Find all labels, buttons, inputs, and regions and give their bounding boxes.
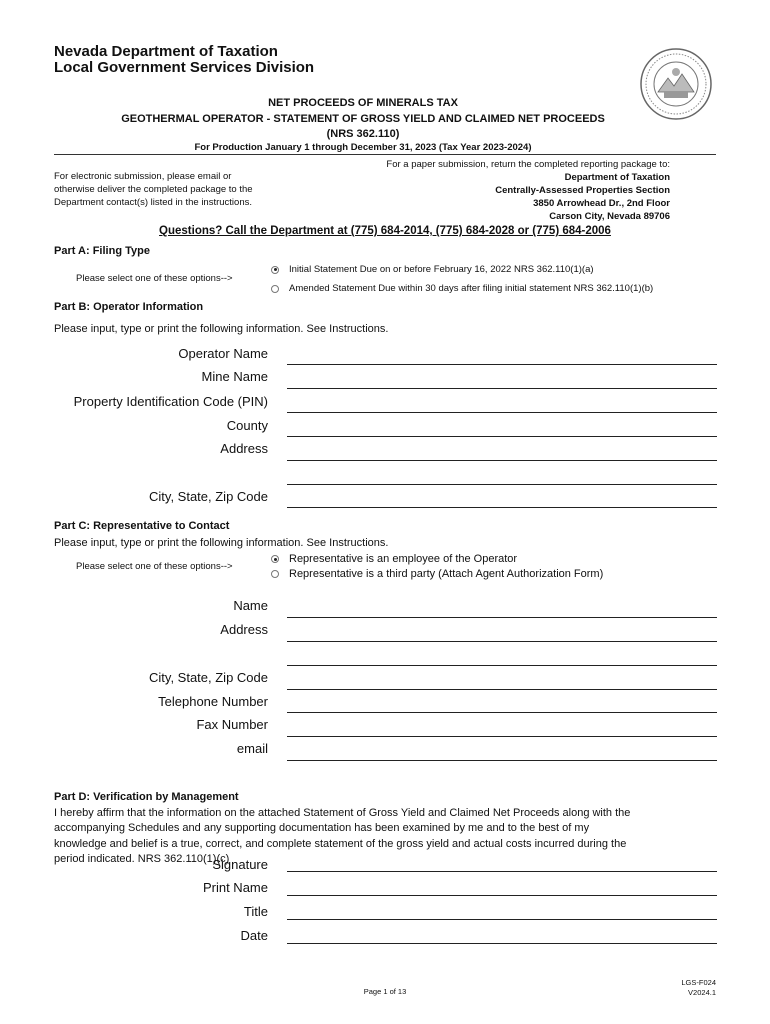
part-a-prompt: Please select one of these options-->	[76, 273, 233, 284]
state-seal-icon	[640, 48, 712, 120]
signature-label: Signature	[212, 857, 268, 872]
operator-name-field[interactable]	[287, 364, 717, 365]
paper-line-1: Department of Taxation	[564, 172, 670, 183]
filing-type-amended-option[interactable]	[271, 283, 653, 294]
rep-city-state-zip-field[interactable]	[287, 689, 717, 690]
address-field-2[interactable]	[287, 484, 717, 485]
email-label: email	[236, 741, 268, 756]
form-code	[681, 978, 716, 998]
form-subtitle: For Production January 1 through December 31, 2023 (Tax Year 2023-2024)	[194, 142, 532, 153]
radio-amended[interactable]	[271, 285, 279, 293]
rep-name-label: Name	[233, 598, 268, 613]
form-version: V2024.1	[688, 988, 716, 997]
county-label: County	[226, 418, 268, 433]
agency-line-2: Local Government Services Division	[54, 59, 315, 76]
page-number: Page 1 of 13	[363, 987, 407, 996]
agency-name	[54, 44, 314, 76]
email-field[interactable]	[287, 760, 717, 761]
address-field-1[interactable]	[287, 460, 717, 461]
telephone-label: Telephone Number	[158, 694, 268, 709]
rep-address-field-1[interactable]	[287, 641, 717, 642]
form-code-id: LGS-F024	[681, 978, 716, 987]
date-label: Date	[240, 928, 268, 943]
fax-label: Fax Number	[196, 717, 268, 732]
date-field[interactable]	[287, 943, 717, 944]
form-title-3: (NRS 362.110)	[326, 128, 400, 140]
rep-employee-option[interactable]	[271, 553, 517, 565]
electronic-submission-note	[54, 170, 253, 209]
rep-third-party-label: Representative is a third party (Attach Agent Authorization Form)	[289, 568, 604, 580]
city-state-zip-field[interactable]	[287, 507, 717, 508]
verification-section	[54, 790, 694, 868]
part-d-heading: Part D: Verification by Management	[54, 791, 239, 803]
filing-type-amended-label: Amended Statement Due within 30 days after filing initial statement NRS 362.110(1)(b)	[289, 283, 654, 294]
verification-line-4: period indicated. NRS 362.110(1)(c)	[54, 853, 230, 865]
paper-line-3: 3850 Arrowhead Dr., 2nd Floor	[533, 198, 670, 209]
paper-line-4: Carson City, Nevada 89706	[549, 211, 670, 222]
agency-line-1: Nevada Department of Taxation	[54, 43, 278, 60]
filing-type-initial-label: Initial Statement Due on or before February 16, 2022 NRS 362.110(1)(a)	[289, 264, 594, 275]
part-b-intro: Please input, type or print the following information. See Instructions.	[54, 323, 389, 335]
rep-address-field-2[interactable]	[287, 665, 717, 666]
mine-name-label: Mine Name	[201, 369, 268, 384]
city-state-zip-label: City, State, Zip Code	[149, 489, 268, 504]
paper-intro: For a paper submission, return the completed reporting package to:	[386, 159, 670, 170]
rep-city-state-zip-label: City, State, Zip Code	[149, 670, 268, 685]
part-c-prompt: Please select one of these options-->	[76, 561, 233, 572]
filing-type-initial-option[interactable]	[271, 264, 594, 275]
verification-line-2: accompanying Schedules and any supporting documentation has been examined by me and to the best of my	[54, 822, 590, 834]
part-a-heading: Part A: Filing Type	[54, 245, 150, 257]
radio-third-party[interactable]	[271, 570, 279, 578]
electronic-line-1: For electronic submission, please email or	[54, 171, 232, 182]
county-field[interactable]	[287, 436, 717, 437]
address-label: Address	[220, 441, 268, 456]
pin-label: Property Identification Code (PIN)	[73, 394, 268, 409]
part-b-heading: Part B: Operator Information	[54, 301, 204, 313]
rep-employee-label: Representative is an employee of the Operator	[289, 553, 518, 565]
form-title-2: GEOTHERMAL OPERATOR - STATEMENT OF GROSS YIELD AND CLAIMED NET PROCEEDS	[121, 113, 605, 125]
rep-third-party-option[interactable]	[271, 568, 603, 580]
operator-name-label: Operator Name	[178, 346, 268, 361]
verification-line-3: knowledge and belief is a true, correct, and complete statement of the gross yield and actual costs incurred during the	[54, 837, 627, 850]
part-c-intro: Please input, type or print the following information. See Instructions.	[54, 537, 389, 549]
fax-field[interactable]	[287, 736, 717, 737]
rep-address-label: Address	[220, 622, 268, 637]
telephone-field[interactable]	[287, 712, 717, 713]
electronic-line-2: otherwise deliver the completed package to the	[54, 184, 253, 195]
electronic-line-3: Department contact(s) listed in the instructions.	[54, 197, 253, 208]
signature-field[interactable]	[287, 871, 717, 872]
radio-employee[interactable]	[271, 555, 279, 563]
questions-contact: Questions? Call the Department at (775) 684-2014, (775) 684-2028 or (775) 684-2006	[159, 225, 611, 237]
print-name-label: Print Name	[202, 880, 268, 895]
paper-submission-note	[386, 158, 670, 223]
title-label: Title	[243, 904, 268, 919]
pin-field[interactable]	[287, 412, 717, 413]
header-divider	[54, 154, 716, 155]
rep-name-field[interactable]	[287, 617, 717, 618]
print-name-field[interactable]	[287, 895, 717, 896]
title-field[interactable]	[287, 919, 717, 920]
part-c-heading: Part C: Representative to Contact	[54, 520, 230, 532]
paper-line-2: Centrally-Assessed Properties Section	[495, 185, 670, 196]
form-title-1: NET PROCEEDS OF MINERALS TAX	[268, 97, 458, 109]
verification-line-1: I hereby affirm that the information on the attached Statement of Gross Yield and Claimed Net Proceeds along with the	[54, 806, 631, 819]
radio-initial[interactable]	[271, 266, 279, 274]
mine-name-field[interactable]	[287, 388, 717, 389]
